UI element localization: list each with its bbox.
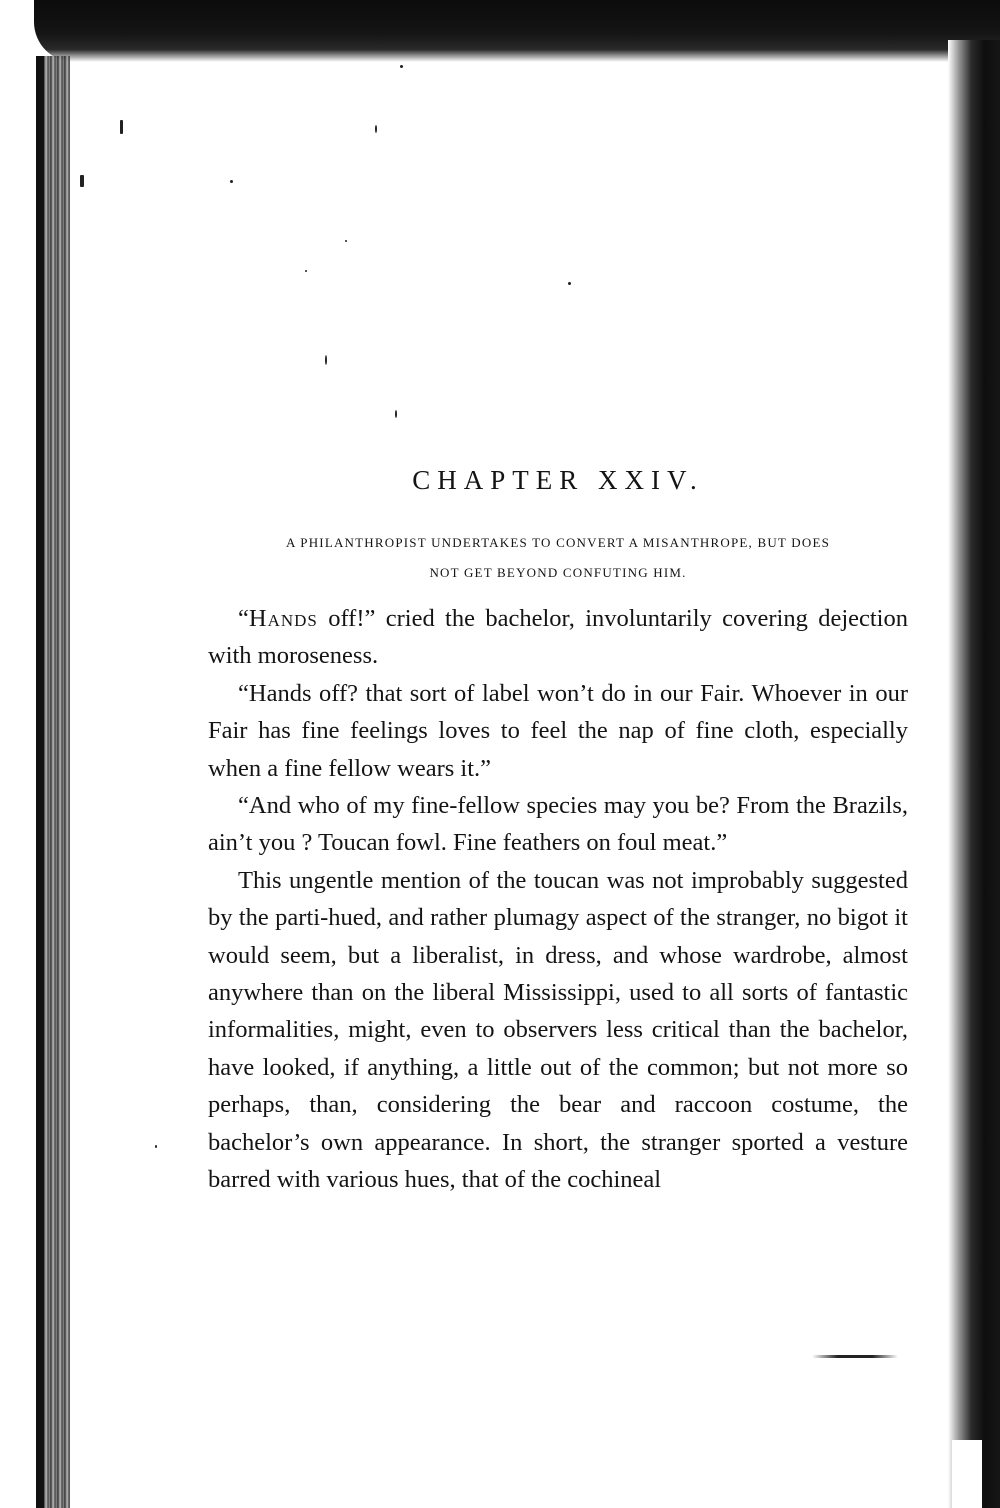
chapter-title: CHAPTER XXIV. bbox=[412, 465, 704, 495]
scan-right-notch bbox=[952, 1440, 982, 1508]
page-rule-mark bbox=[812, 1355, 898, 1358]
scan-speck bbox=[80, 175, 84, 187]
open-quote: “ bbox=[238, 605, 249, 632]
scan-speck bbox=[345, 240, 347, 242]
scan-speck bbox=[305, 270, 307, 272]
paragraph-4: This ungentle mention of the toucan was not improbably suggested by the parti-hued, and rather plumagy aspect of the stranger, no bigot it would seem, but a liberalist, in dress, and whose wardrobe, almost anywhere than on the liberal Mississippi, used to all sorts of fantastic informalities, might, even to observers less critical than the bachelor, have looked, if anything, a little out of the common; but not more so perhaps, than, considering the bear and raccoon costume, the bachelor’s own appearance. In short, the stranger sported a vesture barred with various hues, that of the cochineal bbox=[208, 866, 908, 1194]
scan-speck bbox=[230, 180, 233, 183]
scan-speck bbox=[375, 125, 377, 133]
chapter-body bbox=[208, 600, 908, 1199]
scan-speck bbox=[400, 65, 403, 68]
paragraph-3: “And who of my fine-fellow species may you be? From the Brazils, ain’t you ? Toucan fowl. Fine feathers on foul meat.” bbox=[208, 792, 908, 857]
chapter-subtitle-line-2: NOT GET BEYOND CONFUTING HIM. bbox=[429, 565, 687, 580]
scan-speck bbox=[120, 120, 123, 134]
scan-speck bbox=[395, 410, 397, 418]
paragraph-1 bbox=[208, 600, 908, 675]
paragraph-2: “Hands off? that sort of label won’t do in our Fair. Whoever in our Fair has fine feelings loves to feel the nap of fine cloth, especially when a fine fellow wears it.” bbox=[208, 679, 908, 782]
chapter-subtitle-line-1: A PHILANTHROPIST UNDERTAKES TO CONVERT A MISANTHROPE, BUT DOES bbox=[285, 535, 831, 550]
scan-top-border bbox=[34, 0, 1000, 62]
chapter-subtitle bbox=[208, 528, 908, 588]
scan-right-border bbox=[948, 40, 1000, 1508]
small-caps-opening: Hands bbox=[248, 605, 318, 632]
scan-speck bbox=[568, 282, 571, 285]
scan-speck bbox=[155, 1145, 157, 1148]
paragraph-1-rest: off!” cried the bachelor, involuntarily covering dejection with moroseness. bbox=[208, 605, 908, 670]
scan-speck bbox=[325, 355, 327, 365]
scan-binding-shadow bbox=[36, 56, 44, 1508]
